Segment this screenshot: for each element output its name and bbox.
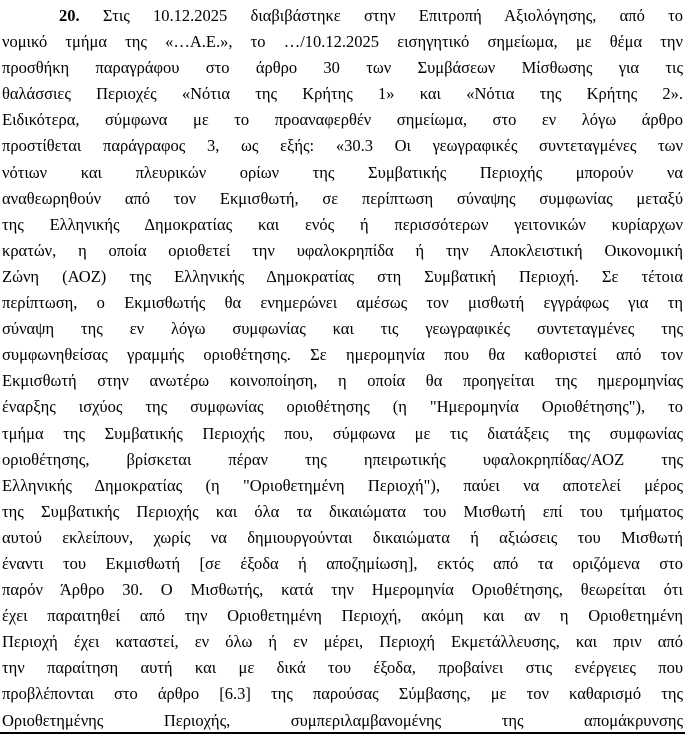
paragraph-first-line xyxy=(2,3,683,29)
text-line: προβλέπονται στο άρθρο [6.3] της παρούσας Σύμβασης, με τον καθαρισμό της xyxy=(2,684,683,704)
text-line: της Συμβατικής Περιοχής και όλα τα δικαιώματα του Μισθωτή επί του τμήματος xyxy=(2,501,683,521)
text-line: αναθεωρηθούν από τον Εκμισθωτή, σε περίπτωση σύναψης συμφωνίας μεταξύ xyxy=(2,188,683,208)
text-line: νότιων και πλευρικών ορίων της Συμβατικής Περιοχής μπορούν να xyxy=(2,162,683,182)
text-line: θαλάσσιες Περιοχές «Νότια της Κρήτης 1» και «Νότια της Κρήτης 2». xyxy=(2,84,683,104)
text-line: προσθήκη παραγράφου στο άρθρο 30 των Συμβάσεων Μίσθωσης για τις xyxy=(2,58,683,78)
text-line: παρόν Άρθρο 30. Ο Μισθωτής, κατά την Ημερομηνία Οριοθέτησης, θεωρείται ότι xyxy=(2,580,683,600)
text-line: συμφωνηθείσας γραμμής οριοθέτησης. Σε ημερομηνία που θα καθοριστεί από τον xyxy=(2,345,683,365)
text-line: Ζώνη (ΑΟΖ) της Ελληνικής Δημοκρατίας στη Συμβατική Περιοχή. Σε τέτοια xyxy=(2,266,683,286)
text-lines xyxy=(2,29,683,734)
text-line: σύναψη της εν λόγω συμφωνίας και τις γεωγραφικές συντεταγμένες της xyxy=(2,319,683,339)
text-line: προστίθεται παράγραφος 3, ως εξής: «30.3 Οι γεωγραφικές συντεταγμένες των xyxy=(2,136,683,156)
text-line: περίπτωση, ο Εκμισθωτής θα ενημερώνει αμέσως τον μισθωτή εγγράφως για τη xyxy=(2,293,683,313)
text-line: Ελληνικής Δημοκρατίας (η "Οριοθετημένη Περιοχή"), παύει να αποτελεί μέρος xyxy=(2,475,683,495)
text-line: τμήμα της Συμβατικής Περιοχής που, σύμφωνα με τις διατάξεις της συμφωνίας xyxy=(2,423,683,443)
page-bottom-rule xyxy=(0,732,685,734)
text-line: την παραίτηση αυτή και με δικά του έξοδα, προβαίνει στις ενέργειες που xyxy=(2,658,683,678)
text-line: Οριοθετημένης Περιοχής, συμπεριλαμβανομένης της απομάκρυνσης xyxy=(2,710,683,730)
text-line: νομικό τμήμα της «…Α.Ε.», το …/10.12.2025 εισηγητικό σημείωμα, με θέμα την xyxy=(2,32,683,52)
text-line: έναντι του Εκμισθωτή [σε έξοδα ή αποζημίωση], εκτός από τα οριζόμενα στο xyxy=(2,553,683,573)
text-line: της Ελληνικής Δημοκρατίας και ενός ή περισσότερων γειτονικών κυρίαρχων xyxy=(2,214,683,234)
text-line: αυτού εκλείπουν, χωρίς να δημιουργούνται δικαιώματα ή αξιώσεις του Μισθωτή xyxy=(2,527,683,547)
text-line: Ειδικότερα, σύμφωνα με το προαναφερθέν σημείωμα, στο εν λόγω άρθρο xyxy=(2,110,683,130)
text-line: κρατών, η οποία οριοθετεί την υφαλοκρηπίδα ή την Αποκλειστική Οικονομική xyxy=(2,240,683,260)
text-line: έναρξης ισχύος της συμφωνίας οριοθέτησης (η "Ημερομηνία Οριοθέτησης"), το xyxy=(2,397,683,417)
text-line: οριοθέτησης, βρίσκεται πέραν της ηπειρωτικής υφαλοκρηπίδας/ΑΟΖ της xyxy=(2,449,683,469)
text-line: Εκμισθωτή στην ανωτέρω κοινοποίηση, η οποία θα προηγείται της ημερομηνίας xyxy=(2,371,683,391)
first-line-text: Στις 10.12.2025 διαβιβάστηκε στην Επιτροπή Αξιολόγησης, από το xyxy=(102,6,684,25)
text-line: έχει παραιτηθεί από την Οριοθετημένη Περιοχή, ακόμη και αν η Οριοθετημένη xyxy=(2,606,683,626)
paragraph-number: 20. xyxy=(59,6,80,25)
text-line: Περιοχή έχει καταστεί, εν όλω ή εν μέρει, Περιοχή Εκμετάλλευσης, και πριν από xyxy=(2,632,683,652)
